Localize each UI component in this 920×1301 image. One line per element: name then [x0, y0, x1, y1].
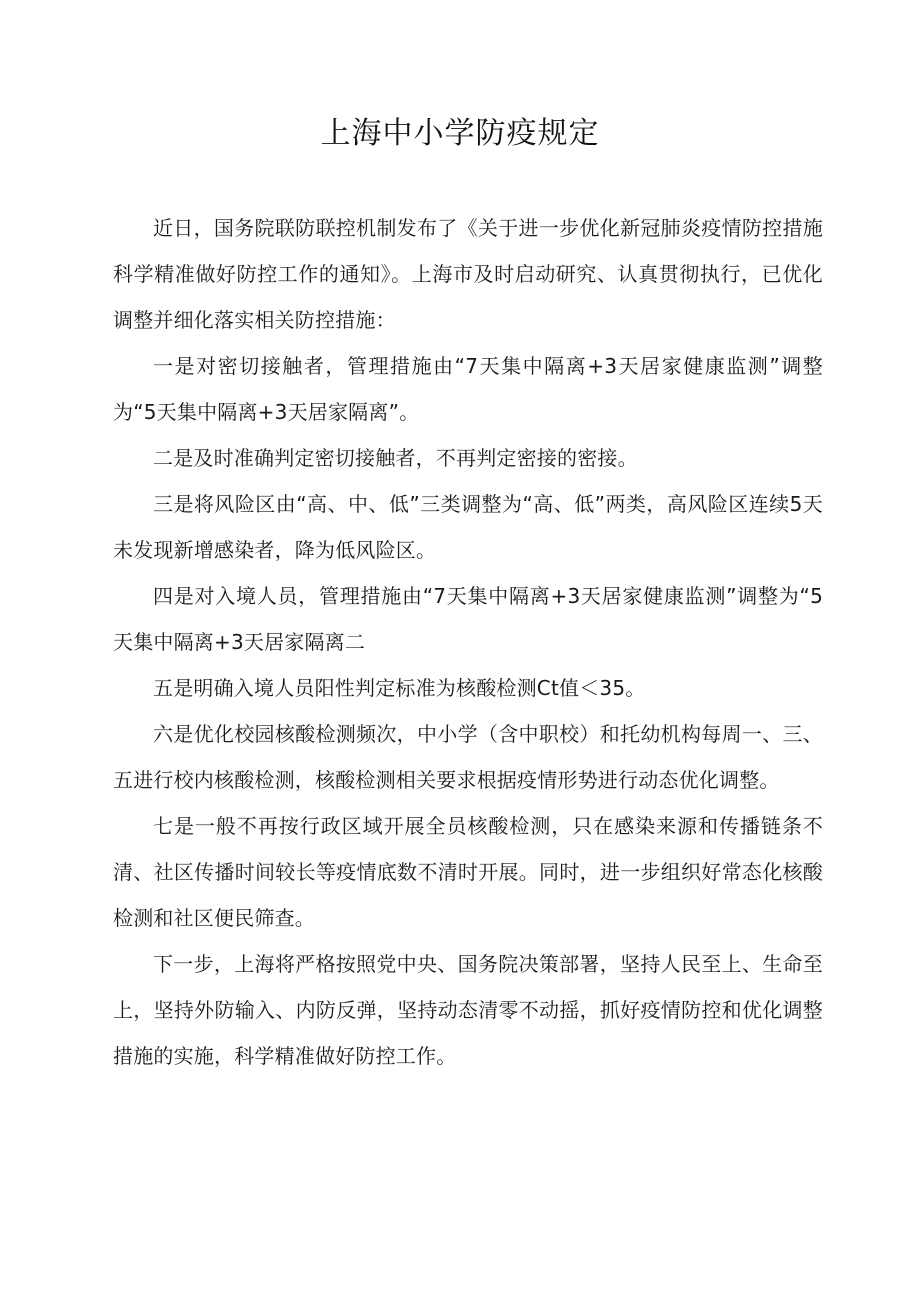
- measure-2-paragraph: 二是及时准确判定密切接触者，不再判定密接的密接。: [153, 446, 638, 470]
- measure-7-paragraph: 七是一般不再按行政区域开展全员核酸检测，只在感染来源和传播链条不清、社区传播时间较长等疫情底数不清时开展。同时，进一步组织好常态化核酸检测和社区便民筛查。: [113, 814, 823, 930]
- measure-4-paragraph: 四是对入境人员，管理措施由“7天集中隔离+3天居家健康监测”调整为“5天集中隔离+3天居家隔离二: [113, 584, 823, 654]
- measure-5-paragraph: 五是明确入境人员阳性判定标准为核酸检测Ct值＜35。: [153, 676, 646, 700]
- measure-1-paragraph: 一是对密切接触者，管理措施由“7天集中隔离+3天居家健康监测”调整为“5天集中隔离+3天居家隔离”。: [113, 354, 823, 424]
- measure-3-paragraph: 三是将风险区由“高、中、低”三类调整为“高、低”两类，高风险区连续5天未发现新增感染者，降为低风险区。: [113, 492, 823, 562]
- document-body: [113, 205, 823, 1079]
- measure-6-paragraph: 六是优化校园核酸检测频次，中小学（含中职校）和托幼机构每周一、三、五进行校内核酸检测，核酸检测相关要求根据疫情形势进行动态优化调整。: [113, 722, 823, 792]
- next-steps-paragraph: 下一步，上海将严格按照党中央、国务院决策部署，坚持人民至上、生命至上，坚持外防输入、内防反弹，坚持动态清零不动摇，抓好疫情防控和优化调整措施的实施，科学精准做好防控工作。: [113, 952, 823, 1068]
- intro-paragraph: 近日，国务院联防联控机制发布了《关于进一步优化新冠肺炎疫情防控措施科学精准做好防控工作的通知》。上海市及时启动研究、认真贯彻执行，已优化调整并细化落实相关防控措施：: [113, 216, 823, 332]
- document-title: 上海中小学防疫规定: [320, 116, 600, 151]
